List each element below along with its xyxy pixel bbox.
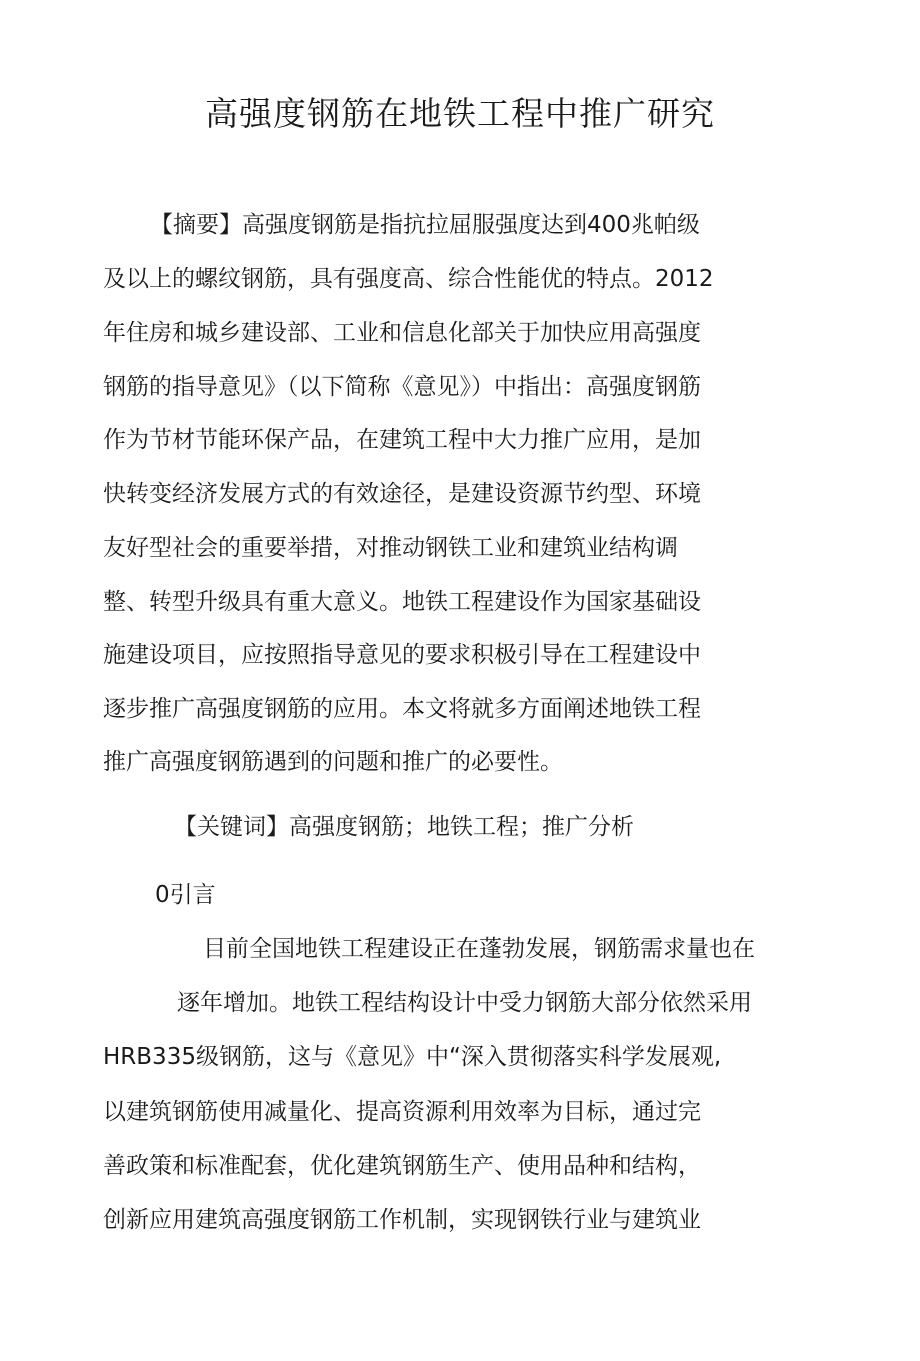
abstract-line: 及以上的螺纹钢筋，具有强度高、综合性能优的特点。2012 — [103, 266, 714, 292]
abstract-line: 逐步推广高强度钢筋的应用。本文将就多方面阐述地铁工程 — [103, 696, 701, 722]
document-title: 高强度钢筋在地铁工程中推广研究 — [205, 94, 715, 133]
abstract-line: 年住房和城乡建设部、工业和信息化部关于加快应用高强度 — [103, 320, 701, 346]
section-heading: 0引言 — [155, 882, 216, 908]
abstract-line: 钢筋的指导意见》（以下简称《意见》）中指出：高强度钢筋 — [103, 374, 701, 400]
intro-line: HRB335级钢筋，这与《意见》中“深入贯彻落实科学发展观, — [103, 1044, 722, 1070]
intro-line: 创新应用建筑高强度钢筋工作机制，实现钢铁行业与建筑业 — [103, 1207, 701, 1233]
abstract-line: 快转变经济发展方式的有效途径，是建设资源节约型、环境 — [103, 481, 701, 507]
intro-line: 逐年增加。地铁工程结构设计中受力钢筋大部分依然采用 — [177, 990, 752, 1016]
abstract-line: 推广高强度钢筋遇到的问题和推广的必要性。 — [103, 749, 563, 775]
abstract-line: 施建设项目，应按照指导意见的要求积极引导在工程建设中 — [103, 642, 701, 668]
abstract-line: 【摘要】高强度钢筋是指抗拉屈服强度达到400兆帕级 — [150, 212, 700, 238]
abstract-line: 整、转型升级具有重大意义。地铁工程建设作为国家基础设 — [103, 589, 701, 615]
keywords-line: 【关键词】高强度钢筋；地铁工程；推广分析 — [174, 814, 634, 840]
abstract-line: 友好型社会的重要举措，对推动钢铁工业和建筑业结构调 — [103, 535, 678, 561]
abstract-line: 作为节材节能环保产品，在建筑工程中大力推广应用，是加 — [103, 427, 701, 453]
intro-line: 善政策和标准配套，优化建筑钢筋生产、使用品种和结构， — [103, 1153, 701, 1179]
intro-line: 以建筑钢筋使用减量化、提高资源利用效率为目标，通过完 — [103, 1099, 701, 1125]
intro-line: 目前全国地铁工程建设正在蓬勃发展，钢筋需求量也在 — [203, 936, 755, 962]
